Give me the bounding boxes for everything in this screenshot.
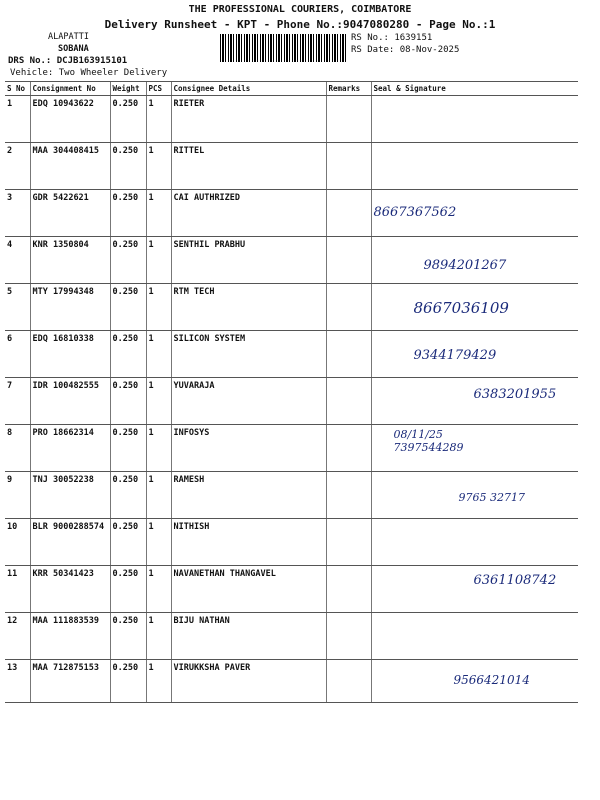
- cell-weight: 0.250: [110, 284, 146, 331]
- col-pcs: PCS: [146, 82, 171, 96]
- cell-weight: 0.250: [110, 96, 146, 143]
- cell-pcs: 1: [146, 331, 171, 378]
- table-row: [5, 143, 578, 190]
- cell-signature: [371, 143, 578, 190]
- table-row: [5, 472, 578, 519]
- rs-date: RS Date: 08-Nov-2025: [351, 45, 460, 55]
- table-row: [5, 96, 578, 143]
- cell-signature: [371, 331, 578, 378]
- cell-consignee: RAMESH: [171, 472, 326, 519]
- cell-consignment: IDR 100482555: [30, 378, 110, 425]
- cell-weight: 0.250: [110, 378, 146, 425]
- area-line2: SOBANA: [58, 44, 89, 54]
- cell-signature: [371, 237, 578, 284]
- col-signature: Seal & Signature: [371, 82, 578, 96]
- cell-pcs: 1: [146, 190, 171, 237]
- table-row: [5, 660, 578, 703]
- cell-consignee: CAI AUTHRIZED: [171, 190, 326, 237]
- company-title: THE PROFESSIONAL COURIERS, COIMBATORE: [188, 4, 412, 15]
- cell-signature: [371, 284, 578, 331]
- cell-consignee: NITHISH: [171, 519, 326, 566]
- drs-number: DRS No.: DCJB163915101: [8, 56, 128, 66]
- table-row: [5, 519, 578, 566]
- cell-signature: [371, 378, 578, 425]
- col-consignee: Consignee Details: [171, 82, 326, 96]
- col-weight: Weight: [110, 82, 146, 96]
- col-consignment: Consignment No: [30, 82, 110, 96]
- cell-consignment: EDQ 10943622: [30, 96, 110, 143]
- cell-pcs: 1: [146, 472, 171, 519]
- cell-weight: 0.250: [110, 331, 146, 378]
- cell-consignment: GDR 5422621: [30, 190, 110, 237]
- cell-weight: 0.250: [110, 190, 146, 237]
- cell-sno: 7: [5, 378, 30, 425]
- cell-consignee: BIJU NATHAN: [171, 613, 326, 660]
- table-row: [5, 284, 578, 331]
- signature: 6383201955: [473, 387, 557, 402]
- cell-consignee: SENTHIL PRABHU: [171, 237, 326, 284]
- cell-remarks: [326, 566, 371, 613]
- cell-pcs: 1: [146, 96, 171, 143]
- cell-consignment: EDQ 16810338: [30, 331, 110, 378]
- cell-remarks: [326, 472, 371, 519]
- cell-weight: 0.250: [110, 566, 146, 613]
- cell-sno: 4: [5, 237, 30, 284]
- cell-sno: 2: [5, 143, 30, 190]
- cell-remarks: [326, 143, 371, 190]
- cell-pcs: 1: [146, 425, 171, 472]
- table-header-row: [5, 82, 578, 96]
- cell-consignment: MAA 304408415: [30, 143, 110, 190]
- cell-weight: 0.250: [110, 472, 146, 519]
- cell-pcs: 1: [146, 143, 171, 190]
- signature: 9894201267: [423, 258, 507, 273]
- cell-weight: 0.250: [110, 519, 146, 566]
- cell-signature: [371, 566, 578, 613]
- cell-pcs: 1: [146, 378, 171, 425]
- table-row: [5, 378, 578, 425]
- cell-sno: 12: [5, 613, 30, 660]
- cell-signature: [371, 519, 578, 566]
- cell-sno: 13: [5, 660, 30, 703]
- cell-consignment: MAA 111883539: [30, 613, 110, 660]
- signature: 6361108742: [473, 573, 557, 588]
- barcode: [220, 34, 348, 62]
- table-row: [5, 331, 578, 378]
- cell-signature: [371, 190, 578, 237]
- cell-consignment: MAA 712875153: [30, 660, 110, 703]
- cell-weight: 0.250: [110, 660, 146, 703]
- vehicle-type: Vehicle: Two Wheeler Delivery: [10, 68, 168, 78]
- cell-weight: 0.250: [110, 613, 146, 660]
- cell-remarks: [326, 237, 371, 284]
- cell-remarks: [326, 613, 371, 660]
- cell-remarks: [326, 660, 371, 703]
- area-line1: ALAPATTI: [48, 32, 89, 42]
- cell-sno: 9: [5, 472, 30, 519]
- cell-signature: [371, 660, 578, 703]
- cell-remarks: [326, 425, 371, 472]
- cell-consignment: MTY 17994348: [30, 284, 110, 331]
- signature: 8667367562: [373, 205, 457, 220]
- cell-sno: 3: [5, 190, 30, 237]
- cell-weight: 0.250: [110, 237, 146, 284]
- cell-weight: 0.250: [110, 143, 146, 190]
- cell-signature: [371, 425, 578, 472]
- cell-sno: 8: [5, 425, 30, 472]
- signature: 08/11/25 7397544289: [393, 428, 464, 454]
- col-sno: S No: [5, 82, 30, 96]
- cell-consignee: RTM TECH: [171, 284, 326, 331]
- cell-consignee: INFOSYS: [171, 425, 326, 472]
- cell-remarks: [326, 284, 371, 331]
- cell-pcs: 1: [146, 660, 171, 703]
- runsheet-title: Delivery Runsheet - KPT - Phone No.:9047080280 - Page No.:1: [104, 18, 496, 31]
- table-row: [5, 425, 578, 472]
- cell-sno: 10: [5, 519, 30, 566]
- table-row: [5, 613, 578, 660]
- cell-consignee: VIRUKKSHA PAVER: [171, 660, 326, 703]
- cell-consignment: BLR 9000288574: [30, 519, 110, 566]
- cell-consignee: RITTEL: [171, 143, 326, 190]
- cell-pcs: 1: [146, 566, 171, 613]
- signature: 9765 32717: [458, 491, 525, 504]
- cell-consignee: YUVARAJA: [171, 378, 326, 425]
- cell-remarks: [326, 519, 371, 566]
- signature: 9344179429: [413, 348, 497, 363]
- table-row: [5, 237, 578, 284]
- cell-consignee: SILICON SYSTEM: [171, 331, 326, 378]
- signature: 8667036109: [413, 299, 509, 317]
- cell-consignee: NAVANETHAN THANGAVEL: [171, 566, 326, 613]
- cell-remarks: [326, 331, 371, 378]
- cell-signature: [371, 472, 578, 519]
- cell-consignee: RIETER: [171, 96, 326, 143]
- cell-remarks: [326, 378, 371, 425]
- cell-sno: 6: [5, 331, 30, 378]
- cell-remarks: [326, 96, 371, 143]
- cell-pcs: 1: [146, 519, 171, 566]
- cell-signature: [371, 96, 578, 143]
- signature: 9566421014: [453, 673, 530, 687]
- table-row: [5, 566, 578, 613]
- table-row: [5, 190, 578, 237]
- cell-consignment: PRO 18662314: [30, 425, 110, 472]
- cell-pcs: 1: [146, 284, 171, 331]
- cell-pcs: 1: [146, 613, 171, 660]
- cell-consignment: KNR 1350804: [30, 237, 110, 284]
- rs-number: RS No.: 1639151: [351, 33, 433, 43]
- consignment-table: [5, 81, 578, 703]
- cell-sno: 11: [5, 566, 30, 613]
- cell-pcs: 1: [146, 237, 171, 284]
- col-remarks: Remarks: [326, 82, 371, 96]
- cell-signature: [371, 613, 578, 660]
- cell-consignment: KRR 50341423: [30, 566, 110, 613]
- cell-sno: 5: [5, 284, 30, 331]
- cell-weight: 0.250: [110, 425, 146, 472]
- cell-consignment: TNJ 30052238: [30, 472, 110, 519]
- cell-sno: 1: [5, 96, 30, 143]
- cell-remarks: [326, 190, 371, 237]
